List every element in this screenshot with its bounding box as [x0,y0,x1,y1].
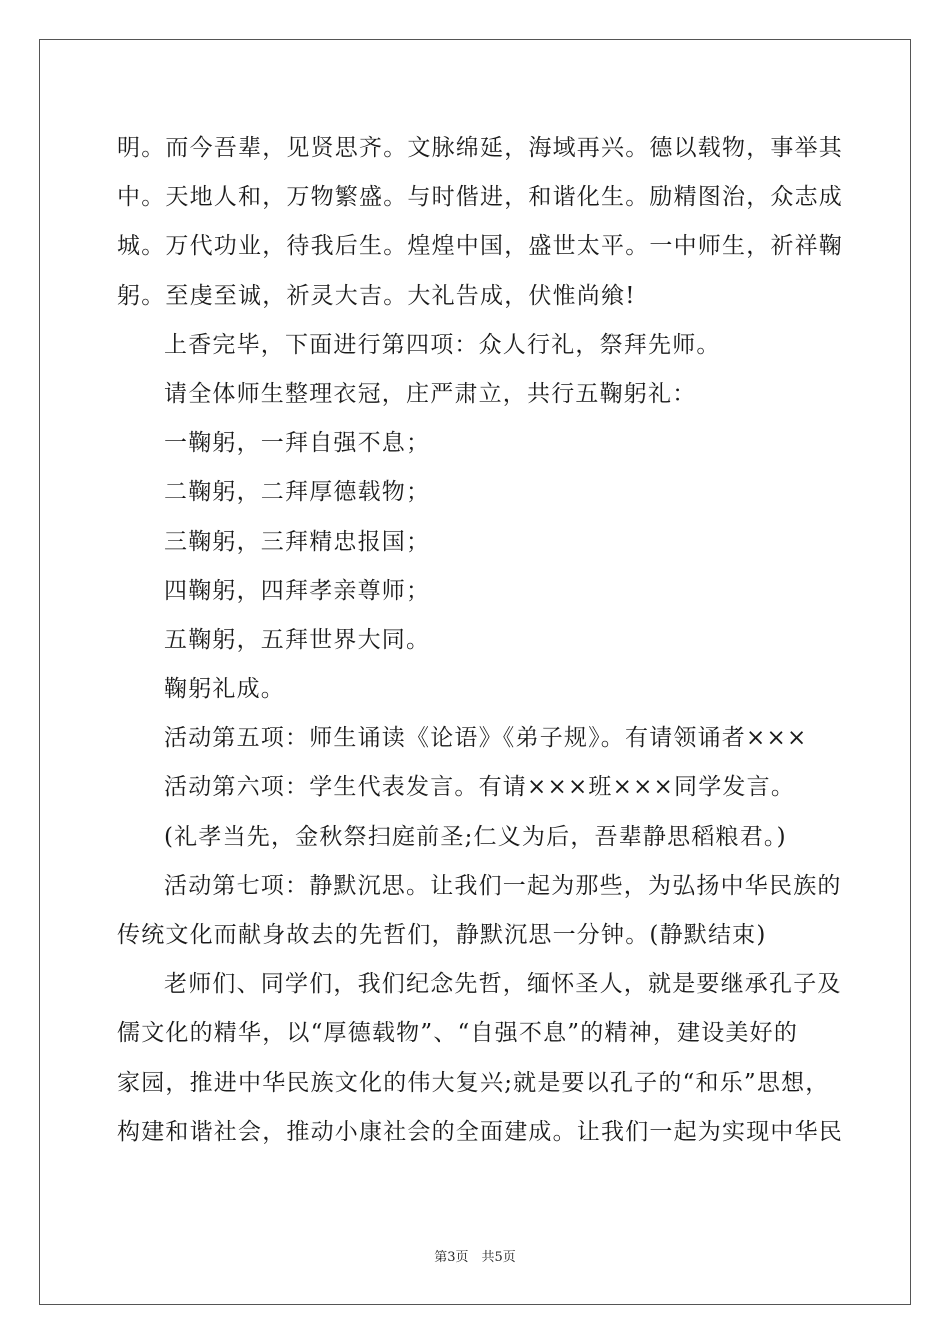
document-body [117,124,843,1157]
text-line: 四鞠躬，四拜孝亲尊师； [164,577,431,604]
text-line: 老师们、同学们，我们纪念先哲，缅怀圣人，就是要继承孔子及 [164,971,842,998]
text-line: 躬。至虔至诚，祈灵大吉。大礼告成，伏惟尚飨! [117,282,636,309]
text-line: 城。万代功业，待我后生。煌煌中国，盛世太平。一中师生，祈祥鞠 [117,233,843,260]
page-footer: 第3页 共5页 [434,1250,516,1265]
text-line: 传统文化而献身故去的先哲们，静默沉思一分钟。(静默结束) [117,922,767,948]
text-line: 上香完毕，下面进行第四项：众人行礼，祭拜先师。 [164,331,721,358]
text-line: 中。天地人和，万物繁盛。与时偕进，和谐化生。励精图治，众志成 [117,184,843,211]
text-line: 鞠躬礼成。 [164,676,285,703]
text-line: 三鞠躬，三拜精忠报国； [164,528,431,555]
text-line: 明。而今吾辈，见贤思齐。文脉绵延，海域再兴。德以载物，事举其 [117,135,843,161]
text-line: (礼孝当先，金秋祭扫庭前圣;仁义为后，吾辈静思稻粮君。) [164,823,787,850]
text-line: 活动第六项：学生代表发言。有请×××班×××同学发言。 [164,774,796,801]
text-line: 请全体师生整理衣冠，庄严肃立，共行五鞠躬礼： [164,380,697,407]
text-line: 家园，推进中华民族文化的伟大复兴;就是要以孔子的“和乐”思想， [117,1069,830,1096]
text-line: 活动第七项：静默沉思。让我们一起为那些，为弘扬中华民族的 [164,872,842,899]
text-line: 五鞠躬，五拜世界大同。 [164,626,431,653]
text-line: 活动第五项：师生诵读《论语》《弟子规》。有请领诵者××× [164,725,808,752]
text-line: 二鞠躬，二拜厚德载物； [164,479,431,506]
text-line: 儒文化的精华，以“厚德载物”、“自强不息”的精神，建设美好的 [117,1020,799,1047]
text-line: 构建和谐社会，推动小康社会的全面建成。让我们一起为实现中华民 [117,1118,843,1145]
text-line: 一鞠躬，一拜自强不息； [164,430,431,457]
